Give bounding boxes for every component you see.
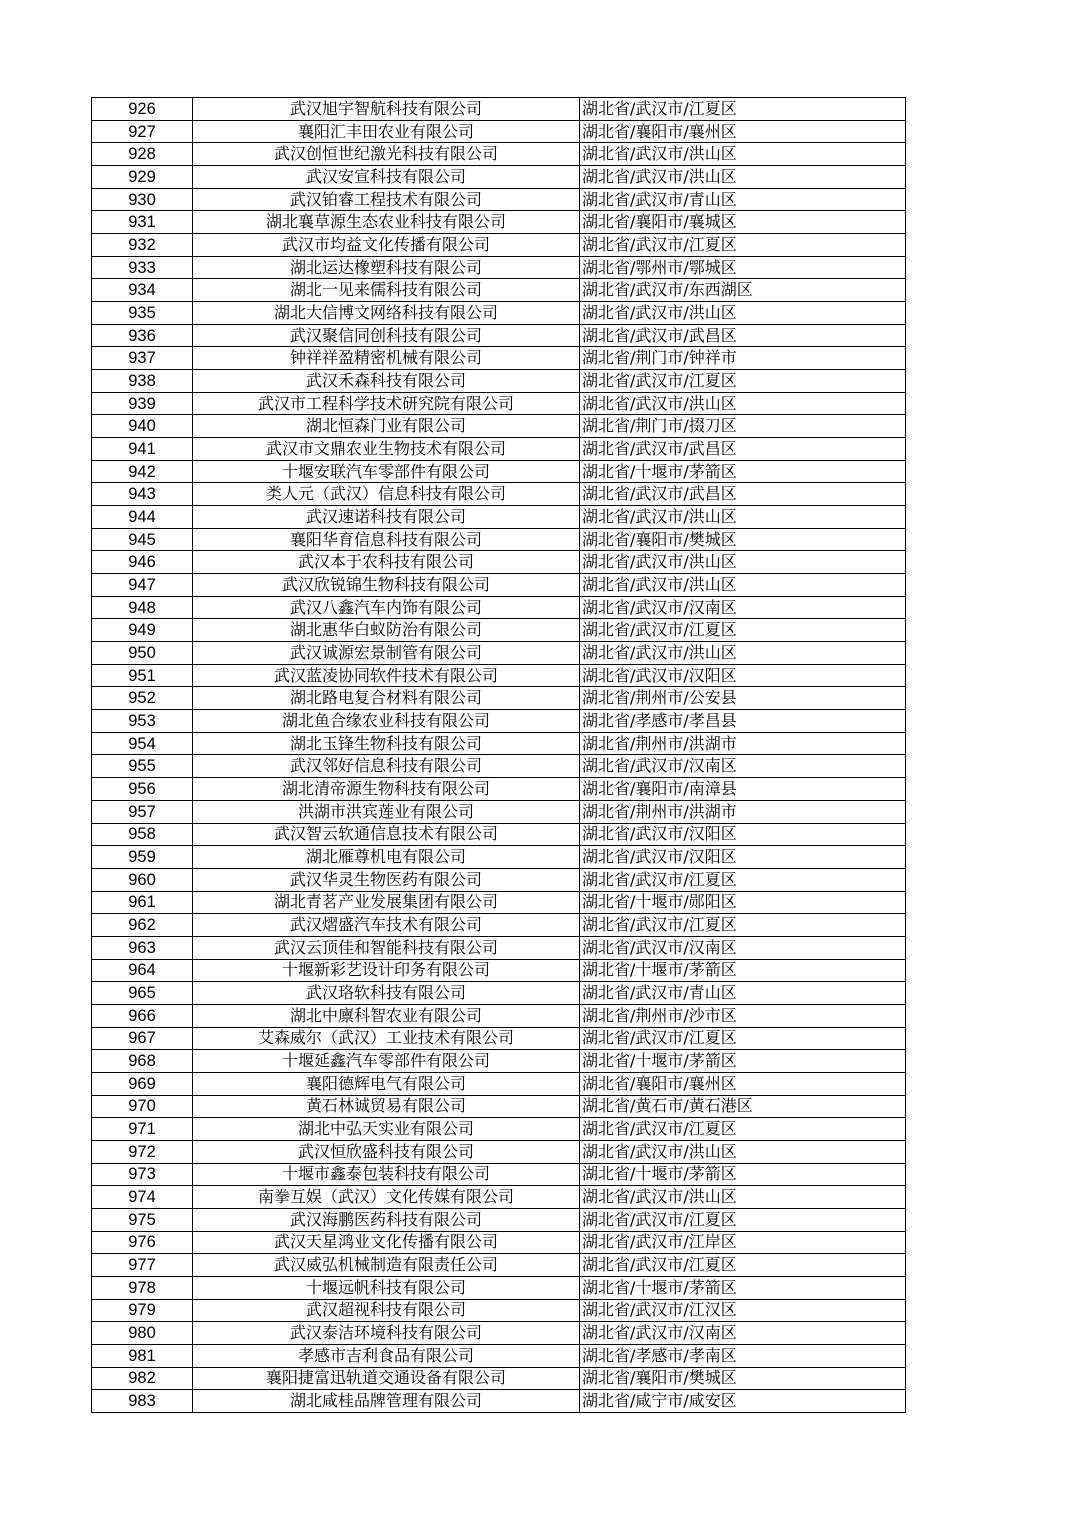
region-cell: 湖北省/武汉市/江夏区: [580, 619, 906, 642]
row-number-cell: 976: [92, 1231, 193, 1254]
region-cell: 湖北省/武汉市/江夏区: [580, 868, 906, 891]
row-number-cell: 962: [92, 914, 193, 937]
table-row: [92, 143, 906, 166]
row-number-cell: 953: [92, 710, 193, 733]
table-row: [92, 256, 906, 279]
company-name-cell: 武汉诚源宏景制管有限公司: [193, 642, 580, 665]
row-number-cell: 977: [92, 1254, 193, 1277]
region-cell: 湖北省/武汉市/洪山区: [580, 506, 906, 529]
row-number-cell: 934: [92, 279, 193, 302]
region-cell: 湖北省/武汉市/汉阳区: [580, 823, 906, 846]
company-name-cell: 湖北恒森门业有限公司: [193, 415, 580, 438]
row-number-cell: 956: [92, 778, 193, 801]
table-row: [92, 846, 906, 869]
region-cell: 湖北省/武汉市/汉南区: [580, 596, 906, 619]
table-row: [92, 574, 906, 597]
region-cell: 湖北省/武汉市/江夏区: [580, 370, 906, 393]
row-number-cell: 980: [92, 1322, 193, 1345]
row-number-cell: 961: [92, 891, 193, 914]
row-number-cell: 950: [92, 642, 193, 665]
region-cell: 湖北省/十堰市/茅箭区: [580, 1163, 906, 1186]
table-row: [92, 619, 906, 642]
region-cell: 湖北省/襄阳市/樊城区: [580, 1367, 906, 1390]
table-row: [92, 324, 906, 347]
region-cell: 湖北省/武汉市/江汉区: [580, 1299, 906, 1322]
company-list-table: [91, 97, 906, 1413]
region-cell: 湖北省/武汉市/洪山区: [580, 574, 906, 597]
region-cell: 湖北省/武汉市/洪山区: [580, 166, 906, 189]
table-row: [92, 936, 906, 959]
table-row: [92, 710, 906, 733]
region-cell: 湖北省/武汉市/青山区: [580, 188, 906, 211]
company-name-cell: 湖北咸桂品牌管理有限公司: [193, 1390, 580, 1413]
region-cell: 湖北省/十堰市/郧阳区: [580, 891, 906, 914]
company-name-cell: 武汉超视科技有限公司: [193, 1299, 580, 1322]
table-row: [92, 1050, 906, 1073]
row-number-cell: 982: [92, 1367, 193, 1390]
region-cell: 湖北省/襄阳市/南漳县: [580, 778, 906, 801]
row-number-cell: 967: [92, 1027, 193, 1050]
company-name-cell: 武汉云顶佳和智能科技有限公司: [193, 936, 580, 959]
company-name-cell: 武汉恒欣盛科技有限公司: [193, 1140, 580, 1163]
table-row: [92, 1322, 906, 1345]
company-name-cell: 洪湖市洪宾莲业有限公司: [193, 800, 580, 823]
company-name-cell: 湖北路电复合材料有限公司: [193, 687, 580, 710]
region-cell: 湖北省/武汉市/武昌区: [580, 438, 906, 461]
company-name-cell: 襄阳汇丰田农业有限公司: [193, 120, 580, 143]
company-name-cell: 武汉旭宇智航科技有限公司: [193, 98, 580, 121]
company-name-cell: 湖北一见来儒科技有限公司: [193, 279, 580, 302]
region-cell: 湖北省/十堰市/茅箭区: [580, 959, 906, 982]
table-row: [92, 1163, 906, 1186]
company-name-cell: 孝感市吉利食品有限公司: [193, 1344, 580, 1367]
region-cell: 湖北省/武汉市/汉阳区: [580, 846, 906, 869]
table-row: [92, 891, 906, 914]
row-number-cell: 944: [92, 506, 193, 529]
company-name-cell: 武汉天星鸿业文化传播有限公司: [193, 1231, 580, 1254]
company-name-cell: 十堰市鑫泰包装科技有限公司: [193, 1163, 580, 1186]
company-name-cell: 襄阳德辉电气有限公司: [193, 1072, 580, 1095]
row-number-cell: 969: [92, 1072, 193, 1095]
region-cell: 湖北省/武汉市/江夏区: [580, 1254, 906, 1277]
table-row: [92, 800, 906, 823]
region-cell: 湖北省/孝感市/孝昌县: [580, 710, 906, 733]
company-name-cell: 湖北玉锋生物科技有限公司: [193, 732, 580, 755]
row-number-cell: 975: [92, 1208, 193, 1231]
region-cell: 湖北省/荆州市/洪湖市: [580, 800, 906, 823]
row-number-cell: 981: [92, 1344, 193, 1367]
table-row: [92, 438, 906, 461]
company-name-cell: 武汉聚信同创科技有限公司: [193, 324, 580, 347]
company-name-cell: 武汉邻好信息科技有限公司: [193, 755, 580, 778]
row-number-cell: 979: [92, 1299, 193, 1322]
row-number-cell: 947: [92, 574, 193, 597]
row-number-cell: 964: [92, 959, 193, 982]
region-cell: 湖北省/十堰市/茅箭区: [580, 1276, 906, 1299]
row-number-cell: 943: [92, 483, 193, 506]
table-row: [92, 506, 906, 529]
row-number-cell: 965: [92, 982, 193, 1005]
table-body: [92, 98, 906, 1413]
region-cell: 湖北省/咸宁市/咸安区: [580, 1390, 906, 1413]
table-row: [92, 166, 906, 189]
region-cell: 湖北省/孝感市/孝南区: [580, 1344, 906, 1367]
region-cell: 湖北省/武汉市/洪山区: [580, 143, 906, 166]
company-name-cell: 襄阳捷富迅轨道交通设备有限公司: [193, 1367, 580, 1390]
table-row: [92, 460, 906, 483]
company-name-cell: 十堰远帆科技有限公司: [193, 1276, 580, 1299]
region-cell: 湖北省/十堰市/茅箭区: [580, 460, 906, 483]
row-number-cell: 983: [92, 1390, 193, 1413]
table-row: [92, 959, 906, 982]
row-number-cell: 974: [92, 1186, 193, 1209]
company-name-cell: 武汉市文鼎农业生物技术有限公司: [193, 438, 580, 461]
company-name-cell: 湖北青茗产业发展集团有限公司: [193, 891, 580, 914]
company-name-cell: 武汉海鹏医药科技有限公司: [193, 1208, 580, 1231]
region-cell: 湖北省/武汉市/洪山区: [580, 1140, 906, 1163]
company-name-cell: 武汉市工程科学技术研究院有限公司: [193, 392, 580, 415]
table-row: [92, 1208, 906, 1231]
company-name-cell: 湖北清帝源生物科技有限公司: [193, 778, 580, 801]
table-row: [92, 914, 906, 937]
table-row: [92, 1072, 906, 1095]
table-row: [92, 1390, 906, 1413]
table-row: [92, 755, 906, 778]
row-number-cell: 960: [92, 868, 193, 891]
region-cell: 湖北省/荆州市/洪湖市: [580, 732, 906, 755]
table-row: [92, 1276, 906, 1299]
table-row: [92, 120, 906, 143]
region-cell: 湖北省/武汉市/武昌区: [580, 483, 906, 506]
region-cell: 湖北省/襄阳市/樊城区: [580, 528, 906, 551]
company-name-cell: 武汉珞软科技有限公司: [193, 982, 580, 1005]
company-name-cell: 湖北中弘天实业有限公司: [193, 1118, 580, 1141]
table-row: [92, 732, 906, 755]
region-cell: 湖北省/武汉市/东西湖区: [580, 279, 906, 302]
region-cell: 湖北省/武汉市/汉南区: [580, 755, 906, 778]
table-row: [92, 823, 906, 846]
row-number-cell: 930: [92, 188, 193, 211]
region-cell: 湖北省/武汉市/汉南区: [580, 1322, 906, 1345]
table-row: [92, 1118, 906, 1141]
row-number-cell: 932: [92, 234, 193, 257]
region-cell: 湖北省/武汉市/洪山区: [580, 1186, 906, 1209]
row-number-cell: 941: [92, 438, 193, 461]
row-number-cell: 926: [92, 98, 193, 121]
region-cell: 湖北省/武汉市/洪山区: [580, 551, 906, 574]
company-name-cell: 武汉创恒世纪激光科技有限公司: [193, 143, 580, 166]
region-cell: 湖北省/武汉市/武昌区: [580, 324, 906, 347]
company-name-cell: 湖北雁尊机电有限公司: [193, 846, 580, 869]
region-cell: 湖北省/武汉市/江夏区: [580, 914, 906, 937]
row-number-cell: 963: [92, 936, 193, 959]
region-cell: 湖北省/武汉市/洪山区: [580, 392, 906, 415]
row-number-cell: 939: [92, 392, 193, 415]
region-cell: 湖北省/武汉市/江夏区: [580, 1027, 906, 1050]
company-name-cell: 武汉八鑫汽车内饰有限公司: [193, 596, 580, 619]
region-cell: 湖北省/十堰市/茅箭区: [580, 1050, 906, 1073]
company-name-cell: 南拳互娱（武汉）文化传媒有限公司: [193, 1186, 580, 1209]
company-name-cell: 武汉蓝凌协同软件技术有限公司: [193, 664, 580, 687]
company-name-cell: 湖北襄草源生态农业科技有限公司: [193, 211, 580, 234]
row-number-cell: 968: [92, 1050, 193, 1073]
table-row: [92, 551, 906, 574]
table-row: [92, 1344, 906, 1367]
row-number-cell: 936: [92, 324, 193, 347]
row-number-cell: 966: [92, 1004, 193, 1027]
table-row: [92, 302, 906, 325]
company-name-cell: 武汉禾森科技有限公司: [193, 370, 580, 393]
table-row: [92, 1004, 906, 1027]
region-cell: 湖北省/武汉市/青山区: [580, 982, 906, 1005]
company-name-cell: 湖北大信博文网络科技有限公司: [193, 302, 580, 325]
table-row: [92, 370, 906, 393]
company-name-cell: 湖北惠华白蚁防治有限公司: [193, 619, 580, 642]
region-cell: 湖北省/鄂州市/鄂城区: [580, 256, 906, 279]
row-number-cell: 978: [92, 1276, 193, 1299]
table-row: [92, 1231, 906, 1254]
row-number-cell: 954: [92, 732, 193, 755]
company-name-cell: 武汉铂睿工程技术有限公司: [193, 188, 580, 211]
row-number-cell: 946: [92, 551, 193, 574]
region-cell: 湖北省/襄阳市/襄州区: [580, 120, 906, 143]
company-name-cell: 艾森威尔（武汉）工业技术有限公司: [193, 1027, 580, 1050]
row-number-cell: 935: [92, 302, 193, 325]
company-name-cell: 武汉欣锐锦生物科技有限公司: [193, 574, 580, 597]
company-name-cell: 湖北中廪科智农业有限公司: [193, 1004, 580, 1027]
table-row: [92, 1299, 906, 1322]
table-row: [92, 1095, 906, 1118]
row-number-cell: 937: [92, 347, 193, 370]
table-row: [92, 392, 906, 415]
region-cell: 湖北省/武汉市/洪山区: [580, 302, 906, 325]
row-number-cell: 959: [92, 846, 193, 869]
table-row: [92, 642, 906, 665]
company-name-cell: 湖北鱼合缘农业科技有限公司: [193, 710, 580, 733]
company-name-cell: 湖北运达橡塑科技有限公司: [193, 256, 580, 279]
row-number-cell: 938: [92, 370, 193, 393]
row-number-cell: 958: [92, 823, 193, 846]
company-name-cell: 武汉华灵生物医药有限公司: [193, 868, 580, 891]
row-number-cell: 951: [92, 664, 193, 687]
row-number-cell: 929: [92, 166, 193, 189]
company-name-cell: 武汉本于农科技有限公司: [193, 551, 580, 574]
company-name-cell: 武汉威弘机械制造有限责任公司: [193, 1254, 580, 1277]
table-row: [92, 528, 906, 551]
company-name-cell: 十堰新彩艺设计印务有限公司: [193, 959, 580, 982]
row-number-cell: 970: [92, 1095, 193, 1118]
region-cell: 湖北省/武汉市/洪山区: [580, 642, 906, 665]
region-cell: 湖北省/荆州市/公安县: [580, 687, 906, 710]
row-number-cell: 957: [92, 800, 193, 823]
row-number-cell: 971: [92, 1118, 193, 1141]
region-cell: 湖北省/武汉市/汉阳区: [580, 664, 906, 687]
row-number-cell: 973: [92, 1163, 193, 1186]
region-cell: 湖北省/武汉市/江夏区: [580, 1208, 906, 1231]
region-cell: 湖北省/武汉市/江岸区: [580, 1231, 906, 1254]
table-row: [92, 483, 906, 506]
region-cell: 湖北省/荆门市/钟祥市: [580, 347, 906, 370]
table-row: [92, 778, 906, 801]
row-number-cell: 949: [92, 619, 193, 642]
region-cell: 湖北省/武汉市/汉南区: [580, 936, 906, 959]
table-row: [92, 415, 906, 438]
company-name-cell: 黄石林诚贸易有限公司: [193, 1095, 580, 1118]
company-name-cell: 武汉速诺科技有限公司: [193, 506, 580, 529]
table-row: [92, 982, 906, 1005]
company-name-cell: 类人元（武汉）信息科技有限公司: [193, 483, 580, 506]
table-row: [92, 664, 906, 687]
table-row: [92, 98, 906, 121]
table-row: [92, 1186, 906, 1209]
table-row: [92, 347, 906, 370]
row-number-cell: 933: [92, 256, 193, 279]
row-number-cell: 972: [92, 1140, 193, 1163]
table-row: [92, 1140, 906, 1163]
company-name-cell: 十堰安联汽车零部件有限公司: [193, 460, 580, 483]
row-number-cell: 942: [92, 460, 193, 483]
table-row: [92, 1367, 906, 1390]
table-row: [92, 1254, 906, 1277]
table-row: [92, 868, 906, 891]
row-number-cell: 931: [92, 211, 193, 234]
row-number-cell: 948: [92, 596, 193, 619]
table-row: [92, 234, 906, 257]
region-cell: 湖北省/襄阳市/襄城区: [580, 211, 906, 234]
row-number-cell: 945: [92, 528, 193, 551]
row-number-cell: 955: [92, 755, 193, 778]
region-cell: 湖北省/武汉市/江夏区: [580, 1118, 906, 1141]
table-row: [92, 596, 906, 619]
row-number-cell: 928: [92, 143, 193, 166]
row-number-cell: 927: [92, 120, 193, 143]
row-number-cell: 952: [92, 687, 193, 710]
row-number-cell: 940: [92, 415, 193, 438]
table-row: [92, 1027, 906, 1050]
table-row: [92, 279, 906, 302]
table-row: [92, 211, 906, 234]
company-name-cell: 武汉熠盛汽车技术有限公司: [193, 914, 580, 937]
company-name-cell: 十堰延鑫汽车零部件有限公司: [193, 1050, 580, 1073]
region-cell: 湖北省/黄石市/黄石港区: [580, 1095, 906, 1118]
region-cell: 湖北省/荆门市/掇刀区: [580, 415, 906, 438]
company-name-cell: 钟祥祥盈精密机械有限公司: [193, 347, 580, 370]
company-name-cell: 武汉智云软通信息技术有限公司: [193, 823, 580, 846]
region-cell: 湖北省/武汉市/江夏区: [580, 98, 906, 121]
company-name-cell: 襄阳华育信息科技有限公司: [193, 528, 580, 551]
table-row: [92, 188, 906, 211]
company-name-cell: 武汉泰洁环境科技有限公司: [193, 1322, 580, 1345]
region-cell: 湖北省/荆州市/沙市区: [580, 1004, 906, 1027]
region-cell: 湖北省/武汉市/江夏区: [580, 234, 906, 257]
table-row: [92, 687, 906, 710]
region-cell: 湖北省/襄阳市/襄州区: [580, 1072, 906, 1095]
company-name-cell: 武汉安宣科技有限公司: [193, 166, 580, 189]
company-name-cell: 武汉市均益文化传播有限公司: [193, 234, 580, 257]
